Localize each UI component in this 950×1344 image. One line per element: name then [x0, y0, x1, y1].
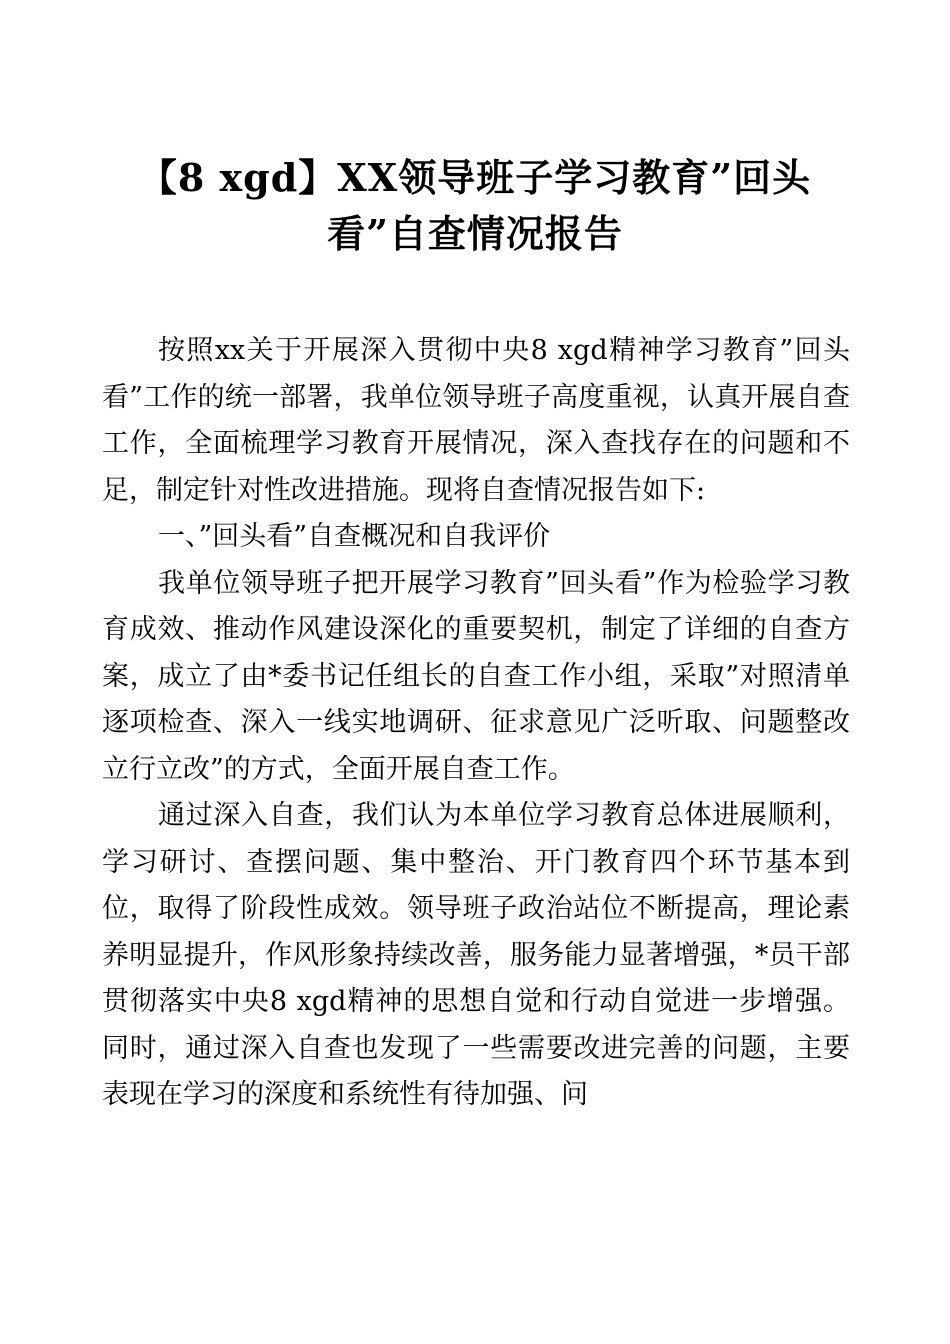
document-body [102, 328, 850, 1119]
paragraph-evaluation: 通过深入自查，我们认为本单位学习教育总体进展顺利，学习研讨、查摆问题、集中整治、开门教育四个环节基本到位，取得了阶段性成效。领导班子政治站位不断提高，理论素养明显提升，作风形象持续改善，服务能力显著增强，*员干部贯彻落实中央8 xgd精神的思想自觉和行动自觉进一步增强。同时，通过深入自查也发现了一些需要改进完善的问题，主要表现在学习的深度和系统性有待加强、问 [102, 800, 850, 1110]
section-heading-1: 一、”回头看”自查概况和自我评价 [158, 521, 551, 552]
title-line-2: 看”自查情况报告 [327, 211, 623, 256]
paragraph-intro: 按照xx关于开展深入贯彻中央8 xgd精神学习教育”回头看”工作的统一部署，我单位领导班子高度重视，认真开展自查工作，全面梳理学习教育开展情况，深入查找存在的问题和不足，制定针对性改进措施。现将自查情况报告如下: [102, 335, 850, 506]
title-line-1: 【8 xgd】XX领导班子学习教育”回头 [138, 155, 812, 200]
paragraph-overview: 我单位领导班子把开展学习教育”回头看”作为检验学习教育成效、推动作风建设深化的重要契机，制定了详细的自查方案，成立了由*委书记任组长的自查工作小组，采取”对照清单逐项检查、深入一线实地调研、征求意见广泛听取、问题整改立行立改”的方式，全面开展自查工作。 [102, 567, 850, 785]
document-title [90, 150, 860, 262]
